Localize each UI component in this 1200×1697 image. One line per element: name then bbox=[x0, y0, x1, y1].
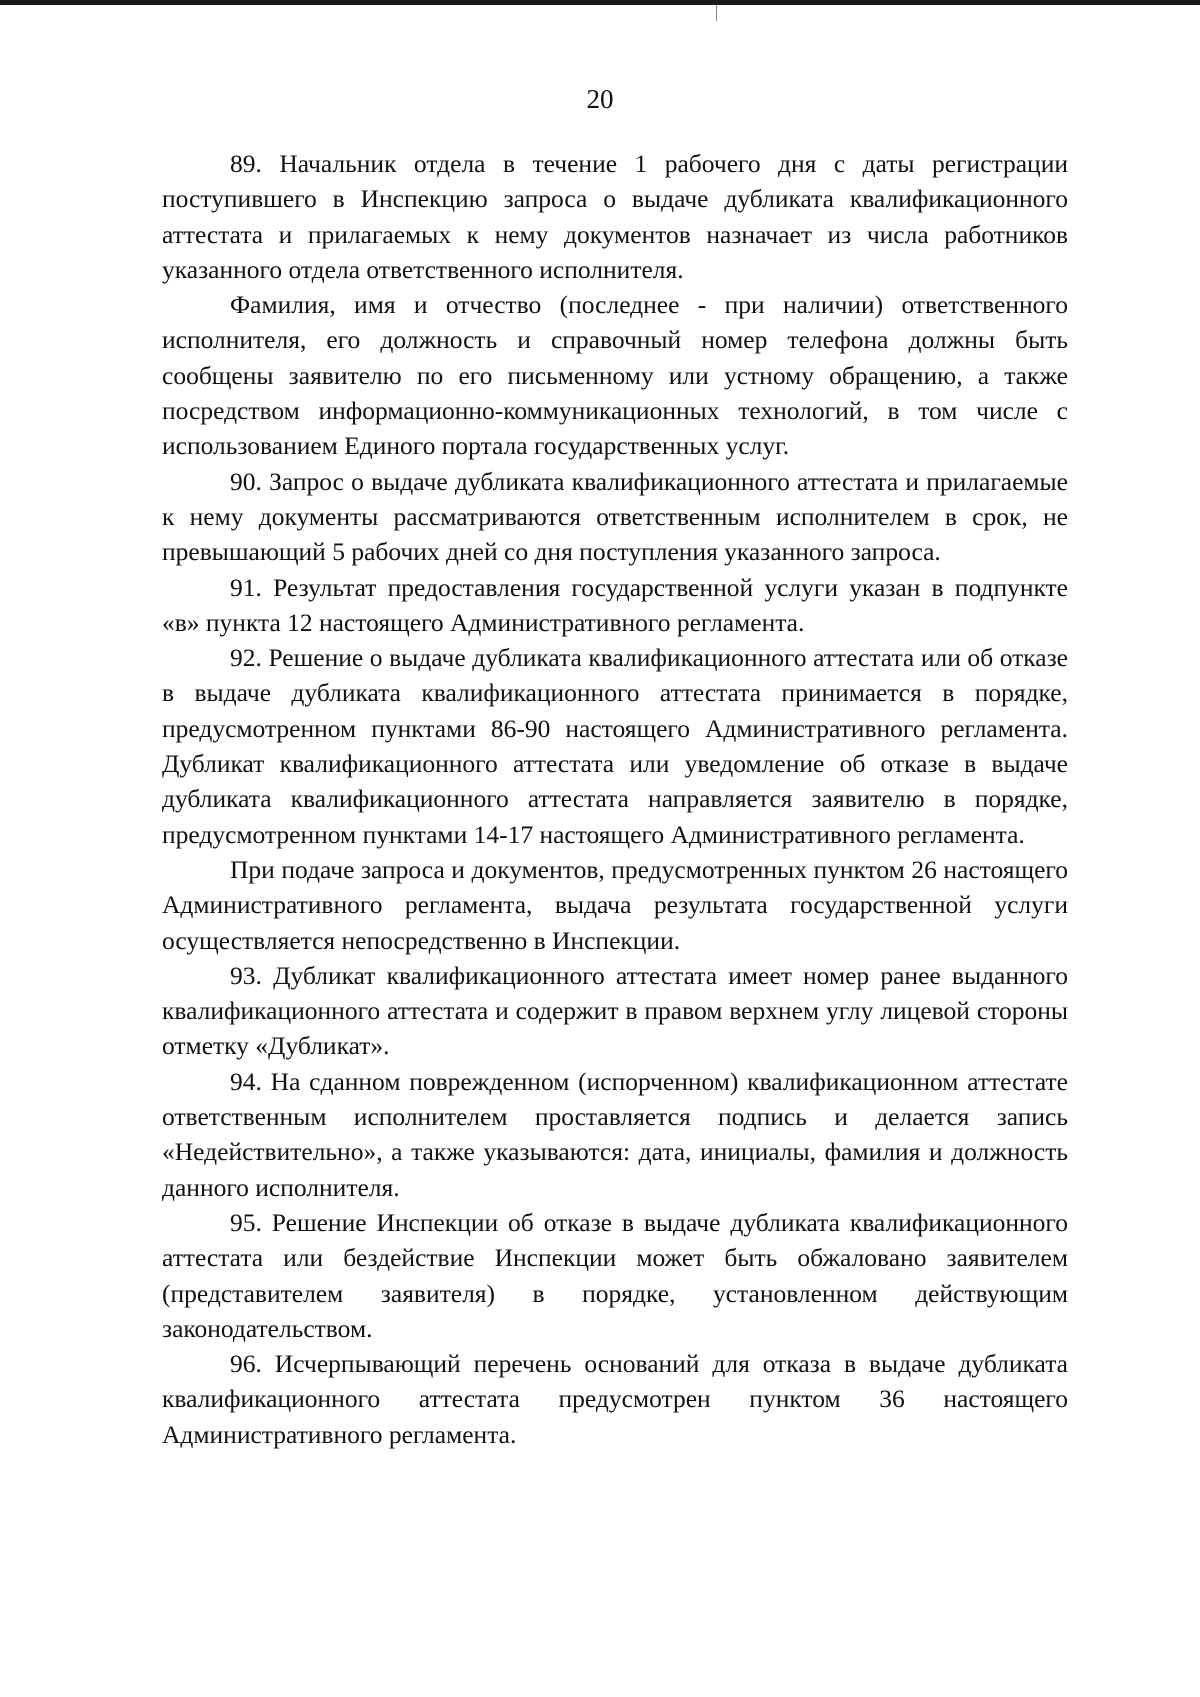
paragraph-92: 92. Решение о выдаче дубликата квалификационного аттестата или об отказе в выдаче дубликата квалификационного аттестата принимается в порядке, предусмотренном пунктами 86-90 настоящего Административного регламента. Дубликат квалификационного аттестата или уведомление об отказе в выдаче дубликата квалификационного аттестата направляется заявителю в порядке, предусмотренном пунктами 14-17 настоящего Административного регламента. bbox=[162, 643, 1068, 849]
paragraph-91: 91. Результат предоставления государственной услуги указан в подпункте «в» пункта 12 настоящего Административного регламента. bbox=[162, 572, 1068, 637]
paragraph-issuance: При подаче запроса и документов, предусмотренных пунктом 26 настоящего Административного регламента, выдача результата государственной услуги осуществляется непосредственно в Инспекции. bbox=[162, 854, 1068, 955]
document-body bbox=[162, 146, 1068, 1452]
paragraph-94: 94. На сданном поврежденном (испорченном) квалификационном аттестате ответственным исполнителем проставляется подпись и делается запись «Недействительно», а также указываются: дата, инициалы, фамилия и должность данного исполнителя. bbox=[162, 1066, 1068, 1202]
scan-mark bbox=[716, 5, 717, 21]
paragraph-93: 93. Дубликат квалификационного аттестата имеет номер ранее выданного квалификационного аттестата и содержит в правом верхнем углу лицевой стороны отметку «Дубликат». bbox=[162, 960, 1068, 1061]
scan-top-border bbox=[0, 0, 1200, 5]
paragraph-responsible-person: Фамилия, имя и отчество (последнее - при наличии) ответственного исполнителя, его должность и справочный номер телефона должны быть сообщены заявителю по его письменному или устному обращению, а также посредством информационно-коммуникационных технологий, в том числе с использованием Единого портала государственных услуг. bbox=[162, 290, 1068, 461]
page-number: 20 bbox=[586, 84, 614, 114]
paragraph-96: 96. Исчерпывающий перечень оснований для отказа в выдаче дубликата квалификационного аттестата предусмотрен пунктом 36 настоящего Административного регламента. bbox=[162, 1349, 1068, 1449]
paragraph-95: 95. Решение Инспекции об отказе в выдаче дубликата квалификационного аттестата или бездействие Инспекции может быть обжаловано заявителем (представителем заявителя) в порядке, установленном действующим законодательством. bbox=[162, 1207, 1068, 1343]
paragraph-89: 89. Начальник отдела в течение 1 рабочего дня с даты регистрации поступившего в Инспекцию запроса о выдаче дубликата квалификационного аттестата и прилагаемых к нему документов назначает из числа работников указанного отдела ответственного исполнителя. bbox=[162, 149, 1068, 284]
paragraph-90: 90. Запрос о выдаче дубликата квалификационного аттестата и прилагаемые к нему документы рассматриваются ответственным исполнителем в срок, не превышающий 5 рабочих дней со дня поступления указанного запроса. bbox=[162, 466, 1068, 567]
